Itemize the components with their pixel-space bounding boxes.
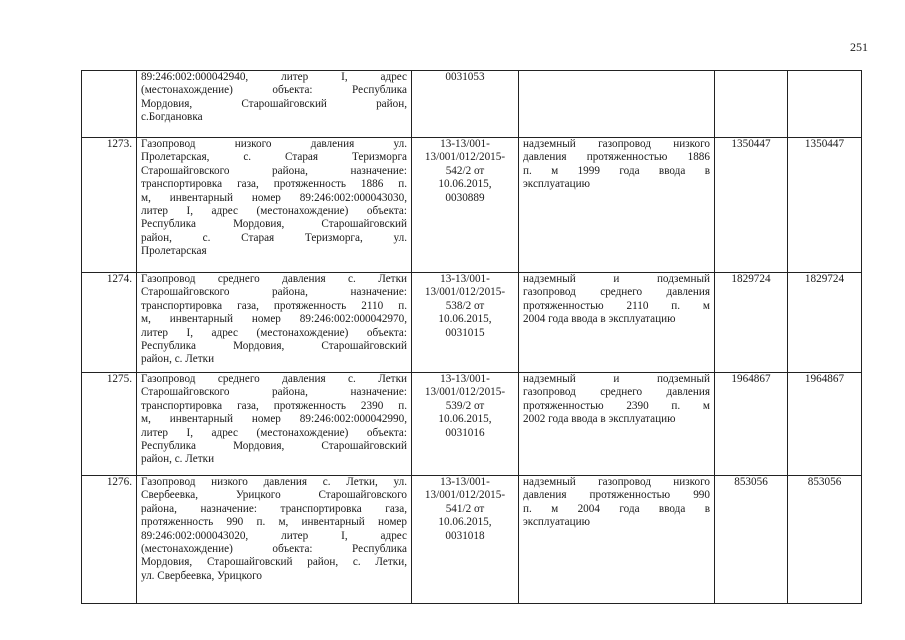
value-cell: 1829724	[788, 273, 862, 373]
value-cell: 1964867	[715, 373, 788, 476]
text-line: Республика Мордовия, Старошайговский	[141, 340, 407, 353]
text-line: (местонахождение) объекта: Республика	[141, 543, 407, 556]
text-line: Республика Мордовия, Старошайговский	[141, 218, 407, 231]
text-line: 13/001/012/2015-	[424, 286, 506, 299]
text-line: район, с. Старая Теризморга, ул.	[141, 231, 407, 244]
table-row	[82, 273, 862, 373]
value-cell: 1350447	[788, 138, 862, 273]
text-line: протяженностью 2390 п. м	[523, 399, 710, 412]
text-line: Пролетарская, с. Старая Теризморга	[141, 151, 407, 164]
text-line: 2002 года ввода в эксплуатацию	[523, 413, 676, 426]
object-description-cell	[137, 373, 412, 476]
value-cell: 1964867	[788, 373, 862, 476]
text-line: протяженность 990 п. м, инвентарный номер	[141, 516, 407, 529]
object-description-cell	[137, 273, 412, 373]
text-line: Свербеевка, Урицкого Старошайговского	[141, 489, 407, 502]
page-number: 251	[850, 40, 868, 54]
table-row	[82, 476, 862, 604]
text-line: 541/2 от	[445, 502, 485, 515]
text-line: 13-13/001-	[440, 273, 490, 285]
text-line: 13-13/001-	[440, 138, 490, 150]
text-line: надземный газопровод низкого	[523, 476, 710, 488]
registration-cell	[412, 71, 519, 138]
text-line: с.Богдановка	[141, 111, 203, 124]
text-line: п. м 1999 года ввода в	[523, 164, 710, 177]
row-number-cell: 1275.	[82, 373, 137, 476]
text-line: м, инвентарный номер 89:246:002:000042990,	[141, 413, 407, 426]
text-line: 89:246:002:000042940, литер I, адрес	[141, 71, 407, 83]
text-line: Газопровод низкого давления с. Летки, ул.	[141, 476, 407, 488]
text-line: 13/001/012/2015-	[424, 489, 506, 502]
text-line: литер I, адрес (местонахождение) объекта:	[141, 426, 407, 439]
technical-description-cell	[519, 373, 715, 476]
row-number-cell: 1276.	[82, 476, 137, 604]
value-cell	[715, 71, 788, 138]
text-line: район, с. Летки	[141, 453, 215, 466]
object-description-cell	[137, 71, 412, 138]
text-line: 89:246:002:000043020, литер I, адрес	[141, 529, 407, 542]
technical-description-cell	[519, 71, 715, 138]
registration-cell	[412, 273, 519, 373]
text-line: газопровод среднего давления	[523, 386, 710, 399]
value-cell: 1350447	[715, 138, 788, 273]
registration-cell	[412, 476, 519, 604]
text-line: транспортировка газа, протяженность 2390 п.	[141, 399, 407, 412]
object-description-cell	[137, 138, 412, 273]
text-line: 0030889	[445, 191, 485, 204]
text-line: эксплуатацию	[523, 178, 590, 191]
text-line: 538/2 от	[445, 299, 485, 312]
text-line: давления протяженностью 1886	[523, 151, 710, 164]
text-line: (местонахождение) объекта: Республика	[141, 84, 407, 97]
text-line: 13/001/012/2015-	[424, 151, 506, 164]
text-line: п. м 2004 года ввода в	[523, 502, 710, 515]
text-line: 10.06.2015,	[438, 516, 492, 529]
table-row	[82, 138, 862, 273]
text-line: района, назначение: транспортировка газа,	[141, 502, 407, 515]
text-line: транспортировка газа, протяженность 2110 п.	[141, 299, 407, 312]
text-line: Республика Мордовия, Старошайговский	[141, 440, 407, 453]
row-number-cell: 1274.	[82, 273, 137, 373]
text-line: протяженностью 2110 п. м	[523, 299, 710, 312]
value-cell: 853056	[788, 476, 862, 604]
text-line: Старошайговского района, назначение:	[141, 286, 407, 299]
registration-cell	[412, 138, 519, 273]
text-line: 13/001/012/2015-	[424, 386, 506, 399]
text-line: литер I, адрес (местонахождение) объекта:	[141, 205, 407, 218]
text-line: газопровод среднего давления	[523, 286, 710, 299]
text-line: надземный и подземный	[523, 273, 710, 285]
text-line: 2004 года ввода в эксплуатацию	[523, 313, 676, 326]
text-line: 539/2 от	[445, 399, 485, 412]
property-registry-table	[81, 70, 862, 604]
text-line: 10.06.2015,	[438, 313, 492, 326]
text-line: эксплуатацию	[523, 516, 590, 529]
text-line: транспортировка газа, протяженность 1886 п.	[141, 178, 407, 191]
text-line: 542/2 от	[445, 164, 485, 177]
table-row	[82, 71, 862, 138]
text-line: надземный газопровод низкого	[523, 138, 710, 150]
text-line: 0031018	[445, 529, 485, 542]
text-line: 10.06.2015,	[438, 178, 492, 191]
text-line: Старошайговского района, назначение:	[141, 164, 407, 177]
text-line: 0031015	[445, 326, 485, 339]
text-line: м, инвентарный номер 89:246:002:000042970,	[141, 313, 407, 326]
value-cell: 1829724	[715, 273, 788, 373]
value-cell: 853056	[715, 476, 788, 604]
technical-description-cell	[519, 476, 715, 604]
text-line: ул. Свербеевка, Урицкого	[141, 569, 262, 582]
registration-cell	[412, 373, 519, 476]
text-line: Газопровод среднего давления с. Летки	[141, 373, 407, 385]
technical-description-cell	[519, 138, 715, 273]
text-line: Газопровод среднего давления с. Летки	[141, 273, 407, 285]
text-line: давления протяженностью 990	[523, 489, 710, 502]
value-cell	[788, 71, 862, 138]
text-line: литер I, адрес (местонахождение) объекта:	[141, 326, 407, 339]
registry-table-body	[82, 71, 862, 604]
text-line: м, инвентарный номер 89:246:002:000043030,	[141, 191, 407, 204]
row-number-cell: 1273.	[82, 138, 137, 273]
text-line: 10.06.2015,	[438, 413, 492, 426]
text-line: Мордовия, Старошайговский район, с. Летки,	[141, 556, 407, 569]
text-line: надземный и подземный	[523, 373, 710, 385]
text-line: 0031016	[445, 426, 485, 439]
row-number-cell	[82, 71, 137, 138]
text-line: Газопровод низкого давления ул.	[141, 138, 407, 150]
text-line: Пролетарская	[141, 245, 207, 258]
table-row	[82, 373, 862, 476]
text-line: район, с. Летки	[141, 353, 215, 366]
text-line: 0031053	[445, 71, 485, 83]
text-line: Мордовия, Старошайговский район,	[141, 97, 407, 110]
text-line: Старошайговского района, назначение:	[141, 386, 407, 399]
text-line: 13-13/001-	[440, 373, 490, 385]
technical-description-cell	[519, 273, 715, 373]
object-description-cell	[137, 476, 412, 604]
text-line: 13-13/001-	[440, 476, 490, 488]
